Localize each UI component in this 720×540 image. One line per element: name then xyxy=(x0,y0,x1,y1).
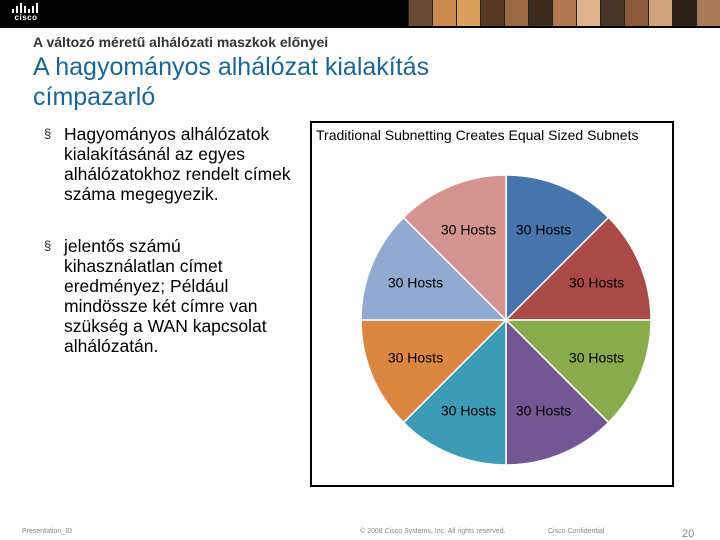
bullet-item xyxy=(44,124,294,204)
header-photo xyxy=(408,0,432,26)
bullet-text: jelentős számú kihasználatlan címet eredményez; Például mindössze két címre van szükség a WAN kapcsolat alhálózatán. xyxy=(64,236,267,356)
bullet-text: Hagyományos alhálózatok kialakításánál az egyes alhálózatokhoz rendelt címek száma megegyezik. xyxy=(64,124,291,204)
slice-label: 30 Hosts xyxy=(515,221,572,238)
header-photo xyxy=(432,0,456,26)
figure-title: Traditional Subnetting Creates Equal Sized Subnets xyxy=(316,127,639,143)
header-photo xyxy=(552,0,576,26)
subnet-pie-figure xyxy=(310,121,674,487)
slide-title: A hagyományos alhálózat kialakítás címpazarló xyxy=(33,53,430,111)
bullet-marker-icon: § xyxy=(44,238,52,253)
header-photo xyxy=(624,0,648,26)
bullet-marker-icon: § xyxy=(44,126,52,141)
header-photo xyxy=(576,0,600,26)
slice-label: 30 Hosts xyxy=(440,402,497,419)
header-photo xyxy=(528,0,552,26)
header-photo-strip xyxy=(408,0,720,26)
logo-wordmark: cisco xyxy=(14,13,38,22)
header-photo xyxy=(600,0,624,26)
slice-label: 30 Hosts xyxy=(387,349,444,366)
page-number: 20 xyxy=(682,528,695,540)
slice-label: 30 Hosts xyxy=(387,274,444,291)
confidential-label: Cisco Confidential xyxy=(548,528,605,535)
slice-label: 30 Hosts xyxy=(568,274,625,291)
header-photo xyxy=(648,0,672,26)
header-photo xyxy=(672,0,696,26)
slice-label: 30 Hosts xyxy=(515,402,572,419)
presentation-id: Presentation_ID xyxy=(22,528,73,535)
slide-kicker: A változó méretű alhálózati maszkok előnyei xyxy=(33,34,329,50)
logo-bars-icon xyxy=(11,3,41,13)
header-photo xyxy=(456,0,480,26)
top-banner xyxy=(0,0,720,28)
header-photo xyxy=(504,0,528,26)
bullet-item xyxy=(44,236,294,356)
header-photo xyxy=(696,0,720,26)
slide-footer xyxy=(0,528,720,540)
copyright-notice: © 2008 Cisco Systems, Inc. All rights reserved. xyxy=(360,528,506,535)
slice-label: 30 Hosts xyxy=(440,221,497,238)
pie-chart xyxy=(312,123,672,485)
slice-label: 30 Hosts xyxy=(568,349,625,366)
cisco-logo xyxy=(8,3,44,23)
header-photo xyxy=(480,0,504,26)
